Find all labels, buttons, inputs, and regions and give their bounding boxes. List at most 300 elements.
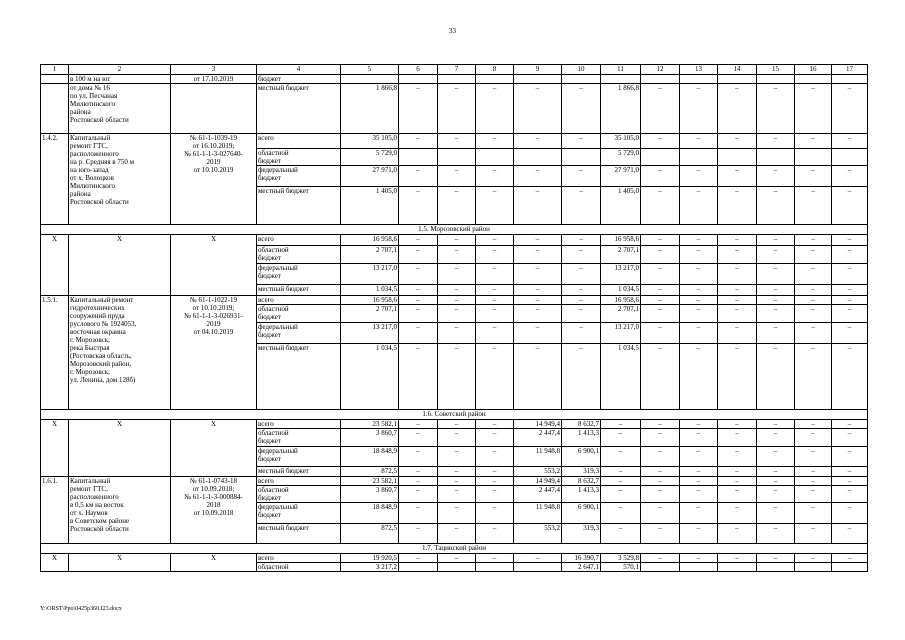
value-cell-11: – <box>601 477 641 486</box>
column-header-9: 9 <box>514 65 562 75</box>
value-cell-13: – <box>680 467 718 477</box>
value-cell-11: 16 958,6 <box>601 296 641 305</box>
value-cell-6: – <box>399 503 438 524</box>
column-header-7: 7 <box>438 65 476 75</box>
value-cell-9: – <box>514 134 562 149</box>
value-cell-13: – <box>680 429 718 447</box>
value-cell-7: – <box>438 344 476 410</box>
table-row <box>41 134 868 149</box>
value-cell-12 <box>641 75 680 84</box>
funding-source: федеральный бюджет <box>257 323 341 344</box>
value-cell-9: 553,2 <box>514 467 562 477</box>
value-cell-8 <box>476 149 514 166</box>
value-cell-11: 1 034,5 <box>601 285 641 296</box>
value-cell-9: – <box>514 166 562 187</box>
value-cell-5: 872,5 <box>341 467 399 477</box>
value-cell-9: – <box>514 296 562 305</box>
section-title: 1.7. Тацинский район <box>41 544 868 554</box>
value-cell-10: – <box>562 305 601 323</box>
value-cell-7: – <box>438 305 476 323</box>
funding-source: местный бюджет <box>257 524 341 544</box>
value-cell-12: – <box>641 503 680 524</box>
value-cell-5 <box>341 75 399 84</box>
value-cell-11: 1 034,5 <box>601 344 641 410</box>
value-cell-12: – <box>641 554 680 563</box>
value-cell-15: – <box>757 134 795 149</box>
value-cell-6: – <box>399 420 438 429</box>
value-cell-10: 8 632,7 <box>562 420 601 429</box>
value-cell-11: – <box>601 447 641 467</box>
value-cell-7: – <box>438 187 476 225</box>
value-cell-9: – <box>514 235 562 246</box>
value-cell-11: – <box>601 467 641 477</box>
value-cell-8: – <box>476 285 514 296</box>
object-name: Капитальный ремонт ГТС, расположенного в 0,5 км на восток от х. Наумов в Советском районе Ростовской области <box>69 477 171 544</box>
value-cell-10: – <box>562 166 601 187</box>
table-row <box>41 420 868 429</box>
value-cell-17: – <box>832 296 868 305</box>
table-row <box>41 296 868 305</box>
table-row <box>41 477 868 486</box>
value-cell-5: 35 105,0 <box>341 134 399 149</box>
value-cell-8: – <box>476 503 514 524</box>
value-cell-7: – <box>438 420 476 429</box>
value-cell-14: – <box>718 429 757 447</box>
value-cell-9: – <box>514 285 562 296</box>
value-cell-16 <box>795 149 832 166</box>
value-cell-10: 16 390,7 <box>562 554 601 563</box>
value-cell-15: – <box>757 187 795 225</box>
value-cell-8: – <box>476 187 514 225</box>
value-cell-10: 319,3 <box>562 524 601 544</box>
value-cell-15: – <box>757 420 795 429</box>
item-number: 1.6.1. <box>41 477 69 544</box>
column-header-10: 10 <box>562 65 601 75</box>
table-row <box>41 235 868 246</box>
value-cell-14: – <box>718 323 757 344</box>
value-cell-15: – <box>757 305 795 323</box>
value-cell-15: – <box>757 477 795 486</box>
value-cell-7: – <box>438 235 476 246</box>
value-cell-9: – <box>514 264 562 285</box>
value-cell-6: – <box>399 467 438 477</box>
column-header-11: 11 <box>601 65 641 75</box>
value-cell-17: – <box>832 166 868 187</box>
value-cell-12: – <box>641 285 680 296</box>
value-cell-7: – <box>438 447 476 467</box>
value-cell-6: – <box>399 429 438 447</box>
value-cell-8: – <box>476 429 514 447</box>
value-cell-13: – <box>680 285 718 296</box>
item-number: Х <box>41 554 69 572</box>
value-cell-17: – <box>832 467 868 477</box>
funding-source: бюджет <box>257 75 341 84</box>
object-name: Х <box>69 420 171 477</box>
funding-source: местный бюджет <box>257 467 341 477</box>
value-cell-14: – <box>718 134 757 149</box>
column-header-4: 4 <box>257 65 341 75</box>
value-cell-12: – <box>641 187 680 225</box>
object-name: Капитальный ремонт гидротехнических сооружений пруда руслового № 1924053, восточная окраина г. Морозовск, река Быстрая (Ростовская область, Морозовский район, г. Морозовск, ул. Ленина, дом 128б) <box>69 296 171 410</box>
value-cell-9: – <box>514 246 562 264</box>
value-cell-17 <box>832 75 868 84</box>
value-cell-17: – <box>832 477 868 486</box>
value-cell-14 <box>718 563 757 572</box>
value-cell-15: – <box>757 447 795 467</box>
value-cell-6: – <box>399 344 438 410</box>
value-cell-17: – <box>832 554 868 563</box>
value-cell-16 <box>795 75 832 84</box>
funding-source: всего <box>257 296 341 305</box>
value-cell-13: – <box>680 84 718 134</box>
value-cell-12: – <box>641 246 680 264</box>
funding-source: областной бюджет <box>257 486 341 503</box>
value-cell-5: 2 707,1 <box>341 305 399 323</box>
value-cell-5: 872,5 <box>341 524 399 544</box>
value-cell-8: – <box>476 467 514 477</box>
value-cell-14: – <box>718 477 757 486</box>
value-cell-14: – <box>718 467 757 477</box>
table-row <box>41 84 868 134</box>
value-cell-5: 3 860,7 <box>341 429 399 447</box>
value-cell-13: – <box>680 420 718 429</box>
value-cell-12: – <box>641 467 680 477</box>
value-cell-9: 2 447,4 <box>514 486 562 503</box>
value-cell-17 <box>832 563 868 572</box>
value-cell-5: 3 860,7 <box>341 486 399 503</box>
value-cell-7 <box>438 75 476 84</box>
value-cell-13: – <box>680 187 718 225</box>
value-cell-17: – <box>832 344 868 410</box>
value-cell-13: – <box>680 486 718 503</box>
object-name: Х <box>69 235 171 296</box>
object-name: в 100 м на юг <box>69 75 171 84</box>
value-cell-13: – <box>680 447 718 467</box>
value-cell-12: – <box>641 305 680 323</box>
value-cell-12: – <box>641 166 680 187</box>
value-cell-5: 18 848,9 <box>341 447 399 467</box>
value-cell-12: – <box>641 344 680 410</box>
column-header-8: 8 <box>476 65 514 75</box>
value-cell-17: – <box>832 235 868 246</box>
item-number: Х <box>41 420 69 477</box>
value-cell-12: – <box>641 84 680 134</box>
value-cell-13: – <box>680 305 718 323</box>
value-cell-10: 1 413,3 <box>562 429 601 447</box>
value-cell-15: – <box>757 503 795 524</box>
value-cell-9: – <box>514 554 562 563</box>
value-cell-16: – <box>795 134 832 149</box>
value-cell-11: 1 866,8 <box>601 84 641 134</box>
column-header-14: 14 <box>718 65 757 75</box>
value-cell-8: – <box>476 420 514 429</box>
value-cell-17: – <box>832 187 868 225</box>
document-reference: Х <box>171 554 257 572</box>
value-cell-7: – <box>438 503 476 524</box>
value-cell-5: 13 217,0 <box>341 264 399 285</box>
value-cell-5: 13 217,0 <box>341 323 399 344</box>
value-cell-16: – <box>795 477 832 486</box>
value-cell-6: – <box>399 84 438 134</box>
object-name: Х <box>69 554 171 572</box>
value-cell-7: – <box>438 467 476 477</box>
value-cell-8: – <box>476 524 514 544</box>
value-cell-16: – <box>795 344 832 410</box>
value-cell-17: – <box>832 134 868 149</box>
value-cell-7: – <box>438 246 476 264</box>
value-cell-16: – <box>795 447 832 467</box>
document-reference: № 61-1-0743-18 от 10.09.2018; № 61-1-1-3-000884- 2018 от 10.09.2018 <box>171 477 257 544</box>
value-cell-5: 1 034,5 <box>341 344 399 410</box>
section-title: 1.5. Морозовский район <box>41 225 868 235</box>
value-cell-13: – <box>680 524 718 544</box>
value-cell-8: – <box>476 554 514 563</box>
funding-source: областной бюджет <box>257 305 341 323</box>
value-cell-10: – <box>562 235 601 246</box>
value-cell-15: – <box>757 84 795 134</box>
value-cell-14: – <box>718 486 757 503</box>
value-cell-12: – <box>641 134 680 149</box>
value-cell-9: – <box>514 344 562 410</box>
value-cell-13 <box>680 563 718 572</box>
funding-source: местный бюджет <box>257 84 341 134</box>
value-cell-11 <box>601 75 641 84</box>
value-cell-16: – <box>795 84 832 134</box>
object-name: от дома № 16 по ул. Песчаная Милютинского района Ростовской области <box>69 84 171 134</box>
funding-source: всего <box>257 235 341 246</box>
document-reference: Х <box>171 235 257 296</box>
value-cell-14: – <box>718 420 757 429</box>
value-cell-16: – <box>795 554 832 563</box>
value-cell-10 <box>562 149 601 166</box>
column-header-3: 3 <box>171 65 257 75</box>
column-header-17: 17 <box>832 65 868 75</box>
value-cell-10: 6 900,1 <box>562 503 601 524</box>
value-cell-10: – <box>562 285 601 296</box>
value-cell-14: – <box>718 344 757 410</box>
section-title: 1.6. Советский район <box>41 410 868 420</box>
value-cell-10: – <box>562 187 601 225</box>
funding-source: федеральный бюджет <box>257 503 341 524</box>
value-cell-10: 1 413,3 <box>562 486 601 503</box>
item-number: Х <box>41 235 69 296</box>
value-cell-7: – <box>438 486 476 503</box>
value-cell-6: – <box>399 477 438 486</box>
value-cell-14 <box>718 149 757 166</box>
value-cell-14 <box>718 75 757 84</box>
value-cell-7: – <box>438 554 476 563</box>
value-cell-9: – <box>514 323 562 344</box>
value-cell-11: 35 105,0 <box>601 134 641 149</box>
value-cell-8: – <box>476 235 514 246</box>
funding-source: федеральный бюджет <box>257 447 341 467</box>
value-cell-7: – <box>438 429 476 447</box>
funding-source: местный бюджет <box>257 285 341 296</box>
value-cell-15: – <box>757 524 795 544</box>
value-cell-8: – <box>476 264 514 285</box>
value-cell-10: – <box>562 84 601 134</box>
value-cell-15: – <box>757 166 795 187</box>
column-header-6: 6 <box>399 65 438 75</box>
item-number <box>41 84 69 134</box>
value-cell-9: – <box>514 84 562 134</box>
value-cell-17: – <box>832 524 868 544</box>
value-cell-6: – <box>399 264 438 285</box>
value-cell-12: – <box>641 296 680 305</box>
value-cell-8: – <box>476 477 514 486</box>
value-cell-17: – <box>832 503 868 524</box>
value-cell-12: – <box>641 429 680 447</box>
value-cell-7: – <box>438 477 476 486</box>
value-cell-6: – <box>399 296 438 305</box>
funding-source: всего <box>257 420 341 429</box>
value-cell-9: – <box>514 187 562 225</box>
column-header-16: 16 <box>795 65 832 75</box>
value-cell-8: – <box>476 296 514 305</box>
value-cell-5: 1 034,5 <box>341 285 399 296</box>
value-cell-17: – <box>832 305 868 323</box>
value-cell-10: – <box>562 344 601 410</box>
document-reference: Х <box>171 420 257 477</box>
value-cell-13: – <box>680 323 718 344</box>
value-cell-15: – <box>757 486 795 503</box>
document-reference <box>171 84 257 134</box>
value-cell-5: 16 958,6 <box>341 296 399 305</box>
value-cell-15: – <box>757 554 795 563</box>
value-cell-7: – <box>438 524 476 544</box>
value-cell-12: – <box>641 235 680 246</box>
value-cell-14: – <box>718 187 757 225</box>
value-cell-12: – <box>641 447 680 467</box>
value-cell-12: – <box>641 486 680 503</box>
value-cell-10: 319,3 <box>562 467 601 477</box>
value-cell-14: – <box>718 166 757 187</box>
value-cell-16: – <box>795 187 832 225</box>
value-cell-6: – <box>399 305 438 323</box>
document-reference: № 61-1-1022-19 от 10.10.2019; № 61-1-1-3-026931- 2019 от 04.10.2019 <box>171 296 257 410</box>
value-cell-17: – <box>832 84 868 134</box>
value-cell-9: 553,2 <box>514 524 562 544</box>
value-cell-13: – <box>680 246 718 264</box>
value-cell-8: – <box>476 134 514 149</box>
value-cell-10: – <box>562 264 601 285</box>
value-cell-5: 23 582,1 <box>341 420 399 429</box>
value-cell-6: – <box>399 323 438 344</box>
value-cell-11: – <box>601 429 641 447</box>
value-cell-17: – <box>832 264 868 285</box>
value-cell-16: – <box>795 246 832 264</box>
value-cell-9 <box>514 149 562 166</box>
value-cell-12: – <box>641 420 680 429</box>
value-cell-6: – <box>399 486 438 503</box>
value-cell-9: – <box>514 305 562 323</box>
value-cell-6: – <box>399 187 438 225</box>
value-cell-16: – <box>795 486 832 503</box>
funding-source: всего <box>257 134 341 149</box>
value-cell-14: – <box>718 554 757 563</box>
value-cell-17: – <box>832 323 868 344</box>
value-cell-7 <box>438 563 476 572</box>
value-cell-5: 23 582,1 <box>341 477 399 486</box>
funding-source: областной <box>257 563 341 572</box>
value-cell-17: – <box>832 486 868 503</box>
value-cell-5: 27 971,0 <box>341 166 399 187</box>
value-cell-9: 11 948,8 <box>514 503 562 524</box>
value-cell-8: – <box>476 447 514 467</box>
value-cell-10: – <box>562 246 601 264</box>
value-cell-8 <box>476 75 514 84</box>
value-cell-14: – <box>718 285 757 296</box>
value-cell-17: – <box>832 246 868 264</box>
value-cell-12: – <box>641 264 680 285</box>
value-cell-8: – <box>476 305 514 323</box>
value-cell-11: 1 405,0 <box>601 187 641 225</box>
value-cell-6: – <box>399 235 438 246</box>
item-number: 1.5.1. <box>41 296 69 410</box>
value-cell-11: 570,1 <box>601 563 641 572</box>
funding-source: всего <box>257 477 341 486</box>
value-cell-12: – <box>641 323 680 344</box>
value-cell-13: – <box>680 554 718 563</box>
value-cell-11: 2 707,1 <box>601 246 641 264</box>
value-cell-11: – <box>601 524 641 544</box>
funding-source: областной бюджет <box>257 246 341 264</box>
value-cell-16: – <box>795 166 832 187</box>
value-cell-15: – <box>757 285 795 296</box>
value-cell-9: 14 949,4 <box>514 420 562 429</box>
value-cell-17: – <box>832 420 868 429</box>
value-cell-10: – <box>562 296 601 305</box>
value-cell-13: – <box>680 503 718 524</box>
value-cell-11: – <box>601 420 641 429</box>
value-cell-8: – <box>476 344 514 410</box>
value-cell-13: – <box>680 264 718 285</box>
value-cell-14: – <box>718 84 757 134</box>
item-number <box>41 75 69 84</box>
value-cell-7: – <box>438 264 476 285</box>
file-path: Y:\ORST\Ppo\0425p360.f23.docx <box>40 606 122 612</box>
value-cell-15 <box>757 75 795 84</box>
value-cell-16: – <box>795 235 832 246</box>
value-cell-10: – <box>562 323 601 344</box>
value-cell-16: – <box>795 285 832 296</box>
value-cell-10: 8 632,7 <box>562 477 601 486</box>
value-cell-7: – <box>438 296 476 305</box>
value-cell-16: – <box>795 524 832 544</box>
value-cell-9: 2 447,4 <box>514 429 562 447</box>
funding-source: местный бюджет <box>257 344 341 410</box>
value-cell-15: – <box>757 264 795 285</box>
value-cell-12: – <box>641 477 680 486</box>
value-cell-6: – <box>399 447 438 467</box>
column-header-2: 2 <box>69 65 171 75</box>
value-cell-14: – <box>718 447 757 467</box>
value-cell-11: 13 217,0 <box>601 323 641 344</box>
funding-source: федеральный бюджет <box>257 264 341 285</box>
value-cell-14: – <box>718 524 757 544</box>
value-cell-14: – <box>718 235 757 246</box>
value-cell-15 <box>757 149 795 166</box>
value-cell-7: – <box>438 323 476 344</box>
value-cell-12 <box>641 149 680 166</box>
value-cell-17: – <box>832 447 868 467</box>
value-cell-6: – <box>399 246 438 264</box>
value-cell-5: 19 920,5 <box>341 554 399 563</box>
value-cell-5: 1 866,8 <box>341 84 399 134</box>
value-cell-15: – <box>757 344 795 410</box>
column-header-15: 15 <box>757 65 795 75</box>
value-cell-11: – <box>601 486 641 503</box>
